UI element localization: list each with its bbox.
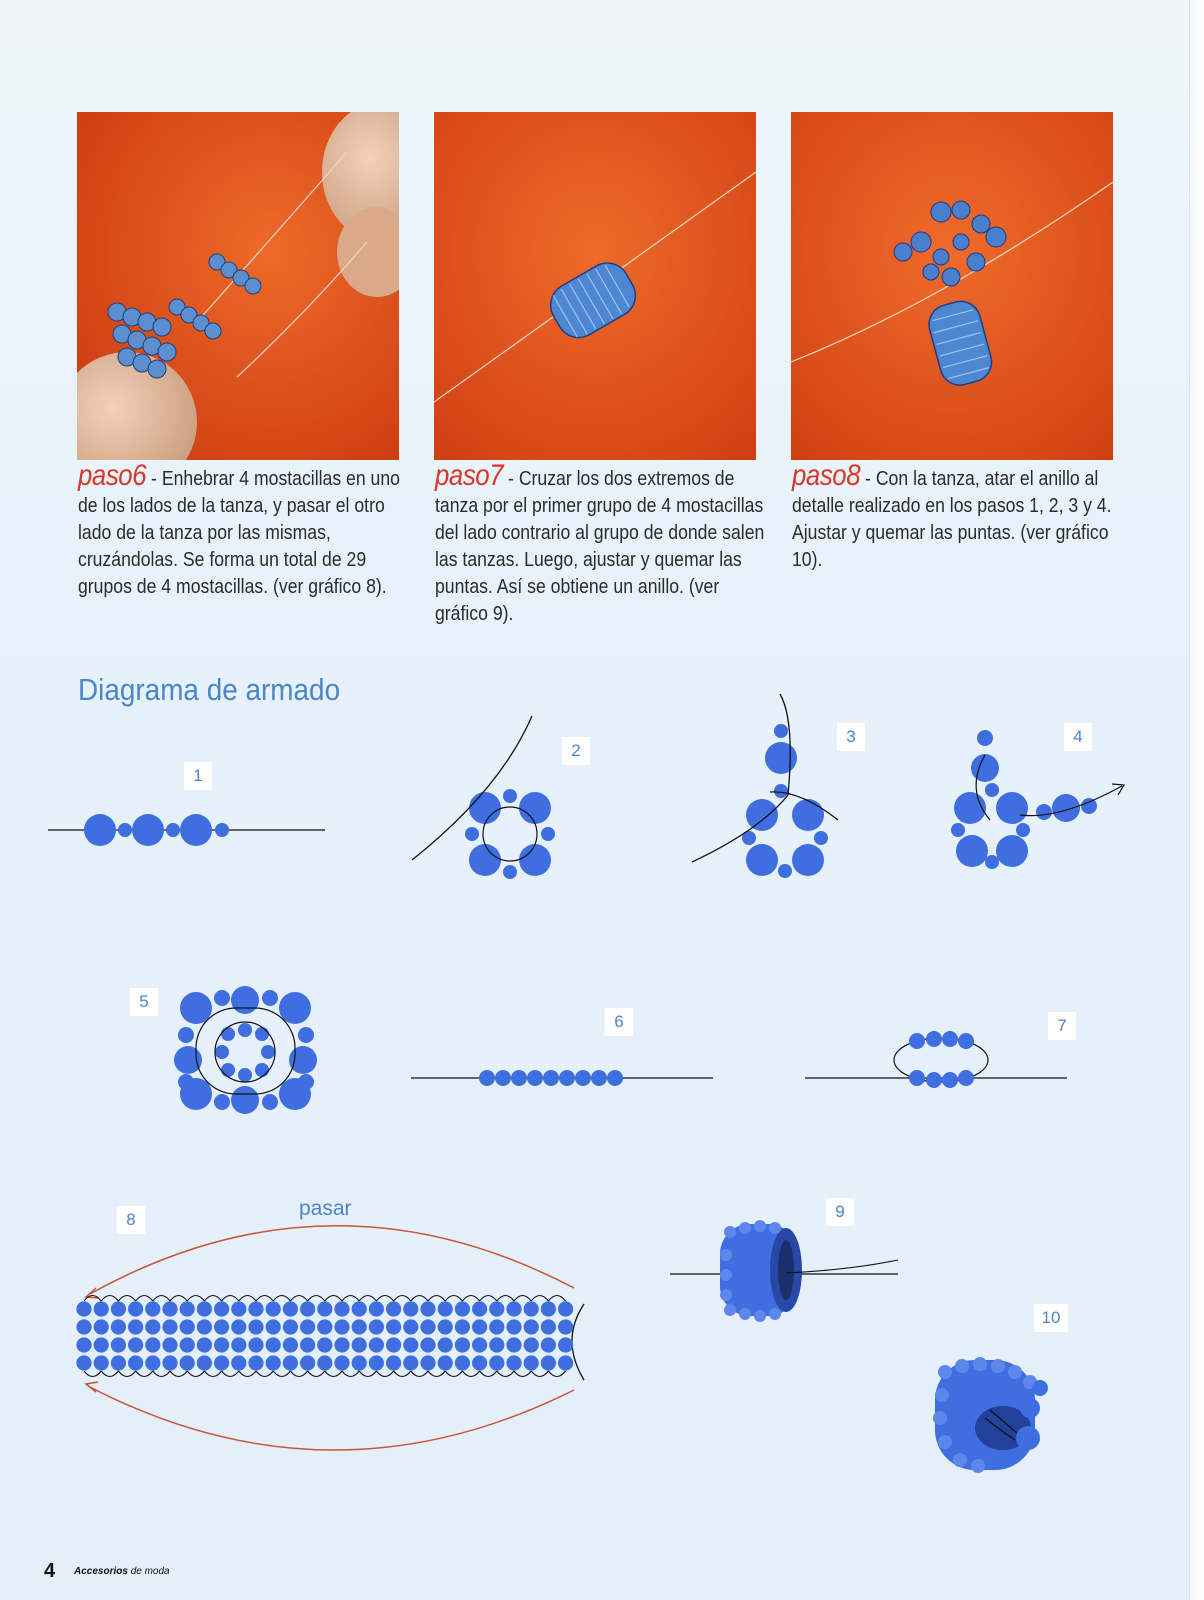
bead (438, 1355, 453, 1370)
paso-label: paso7 (435, 459, 504, 492)
figure-1 (48, 814, 325, 846)
bead (352, 1337, 367, 1352)
bead (111, 1337, 126, 1352)
bead (558, 1355, 573, 1370)
bead (111, 1301, 126, 1316)
bead (300, 1319, 315, 1334)
bead (403, 1355, 418, 1370)
bead (438, 1301, 453, 1316)
figure-number-8: 8 (117, 1206, 145, 1234)
bead (317, 1355, 332, 1370)
bead (266, 1355, 281, 1370)
bead (403, 1337, 418, 1352)
bead (231, 1355, 246, 1370)
paso-label: paso8 (792, 459, 861, 492)
bead (248, 1319, 263, 1334)
bead (455, 1337, 470, 1352)
figure-6 (411, 1070, 713, 1086)
figure-number-6: 6 (605, 1008, 633, 1036)
bead (94, 1301, 109, 1316)
pasar-label: pasar (299, 1197, 352, 1220)
bead (180, 1355, 195, 1370)
bead (352, 1301, 367, 1316)
bead (472, 1301, 487, 1316)
bead (558, 1301, 573, 1316)
bead (76, 1337, 91, 1352)
bead (369, 1319, 384, 1334)
bead (317, 1319, 332, 1334)
paso-label: paso6 (78, 459, 147, 492)
bead (541, 1337, 556, 1352)
bead (489, 1337, 504, 1352)
bead (420, 1337, 435, 1352)
bead (352, 1319, 367, 1334)
bead (420, 1319, 435, 1334)
bead (283, 1301, 298, 1316)
bead (94, 1337, 109, 1352)
bead (438, 1319, 453, 1334)
figure-10 (933, 1357, 1048, 1473)
bead (128, 1301, 143, 1316)
bead (386, 1301, 401, 1316)
figure-number-7: 7 (1048, 1012, 1076, 1040)
bead (231, 1319, 246, 1334)
bead (541, 1301, 556, 1316)
bead (214, 1355, 229, 1370)
diagram-title: Diagrama de armado (78, 672, 341, 707)
thread (84, 1296, 566, 1302)
bead (506, 1355, 521, 1370)
bead (300, 1355, 315, 1370)
bead (524, 1301, 539, 1316)
bead (180, 1319, 195, 1334)
bead (145, 1337, 160, 1352)
bead (317, 1301, 332, 1316)
bead (472, 1319, 487, 1334)
figure-4 (951, 730, 1124, 869)
bead (334, 1319, 349, 1334)
bead (506, 1301, 521, 1316)
bead (472, 1355, 487, 1370)
bead (197, 1301, 212, 1316)
bead (162, 1319, 177, 1334)
bead (128, 1355, 143, 1370)
bead (76, 1301, 91, 1316)
bead (145, 1301, 160, 1316)
bead (558, 1337, 573, 1352)
bead (541, 1355, 556, 1370)
figure-number-3: 3 (837, 723, 865, 751)
figure-number-2: 2 (562, 737, 590, 765)
bead (94, 1355, 109, 1370)
bead (180, 1301, 195, 1316)
bead (283, 1319, 298, 1334)
bead (300, 1301, 315, 1316)
bead (197, 1355, 212, 1370)
bead (489, 1301, 504, 1316)
bead (231, 1301, 246, 1316)
bead (524, 1337, 539, 1352)
bead (558, 1319, 573, 1334)
bead (231, 1337, 246, 1352)
bead (369, 1355, 384, 1370)
bead (162, 1355, 177, 1370)
bead (352, 1355, 367, 1370)
figure-8 (76, 1226, 584, 1450)
bead (403, 1301, 418, 1316)
bead (162, 1301, 177, 1316)
bead (506, 1337, 521, 1352)
bead (541, 1319, 556, 1334)
magazine-title: Accesorios de moda (74, 1566, 170, 1577)
bead (334, 1301, 349, 1316)
figure-number-10: 10 (1034, 1304, 1068, 1332)
bead (334, 1355, 349, 1370)
bead (283, 1337, 298, 1352)
bead (506, 1319, 521, 1334)
bead (300, 1337, 315, 1352)
figure-5 (174, 986, 317, 1114)
bead (248, 1355, 263, 1370)
bead (455, 1319, 470, 1334)
bead (524, 1319, 539, 1334)
bead (420, 1355, 435, 1370)
bead (128, 1337, 143, 1352)
bead (283, 1355, 298, 1370)
bead (489, 1355, 504, 1370)
bead (403, 1319, 418, 1334)
thread (84, 1371, 566, 1377)
caption-text: - Cruzar los dos extremos de tanza por el primer grupo de 4 mostacillas del lado contrario al grupo de donde salen las tanzas. Luego, ajustar y quemar las puntas. Así se obtiene un anillo. (ver gráfico 9). (435, 467, 765, 625)
bead (145, 1319, 160, 1334)
bead (386, 1337, 401, 1352)
bead (197, 1337, 212, 1352)
bead (266, 1301, 281, 1316)
bead (386, 1355, 401, 1370)
caption-text: - Con la tanza, atar el anillo al detalle realizado en los pasos 1, 2, 3 y 4. Ajustar y quemar las puntas. (ver gráfico 10). (792, 467, 1112, 571)
bead (489, 1319, 504, 1334)
figure-9 (670, 1220, 898, 1322)
figure-2 (412, 716, 555, 879)
bead (455, 1301, 470, 1316)
figure-number-9: 9 (826, 1198, 854, 1226)
bead (386, 1319, 401, 1334)
bead (334, 1337, 349, 1352)
bead (266, 1319, 281, 1334)
bead (162, 1337, 177, 1352)
bead (214, 1337, 229, 1352)
bead (214, 1301, 229, 1316)
bead (214, 1319, 229, 1334)
bead (420, 1301, 435, 1316)
bead (111, 1355, 126, 1370)
figure-number-5: 5 (130, 988, 158, 1016)
caption-text: - Enhebrar 4 mostacillas en uno de los lados de la tanza, y pasar el otro lado de la tanza por las mismas, cruzándolas. Se forma un total de 29 grupos de 4 mostacillas. (ver gráfico 8). (78, 467, 400, 598)
bead (145, 1355, 160, 1370)
bead (180, 1337, 195, 1352)
bead (197, 1319, 212, 1334)
bead (266, 1337, 281, 1352)
bead (111, 1319, 126, 1334)
figure-number-4: 4 (1064, 723, 1092, 751)
figure-number-1: 1 (184, 762, 212, 790)
bead (524, 1355, 539, 1370)
figure-3 (692, 694, 838, 878)
bead (248, 1301, 263, 1316)
bead (369, 1301, 384, 1316)
page-number: 4 (44, 1560, 56, 1582)
bead (317, 1337, 332, 1352)
bead (128, 1319, 143, 1334)
figure-7 (805, 1031, 1067, 1088)
bead (76, 1319, 91, 1334)
bead (472, 1337, 487, 1352)
bead (76, 1355, 91, 1370)
bead (455, 1355, 470, 1370)
bead (94, 1319, 109, 1334)
bead (438, 1337, 453, 1352)
bead (369, 1337, 384, 1352)
bead (248, 1337, 263, 1352)
